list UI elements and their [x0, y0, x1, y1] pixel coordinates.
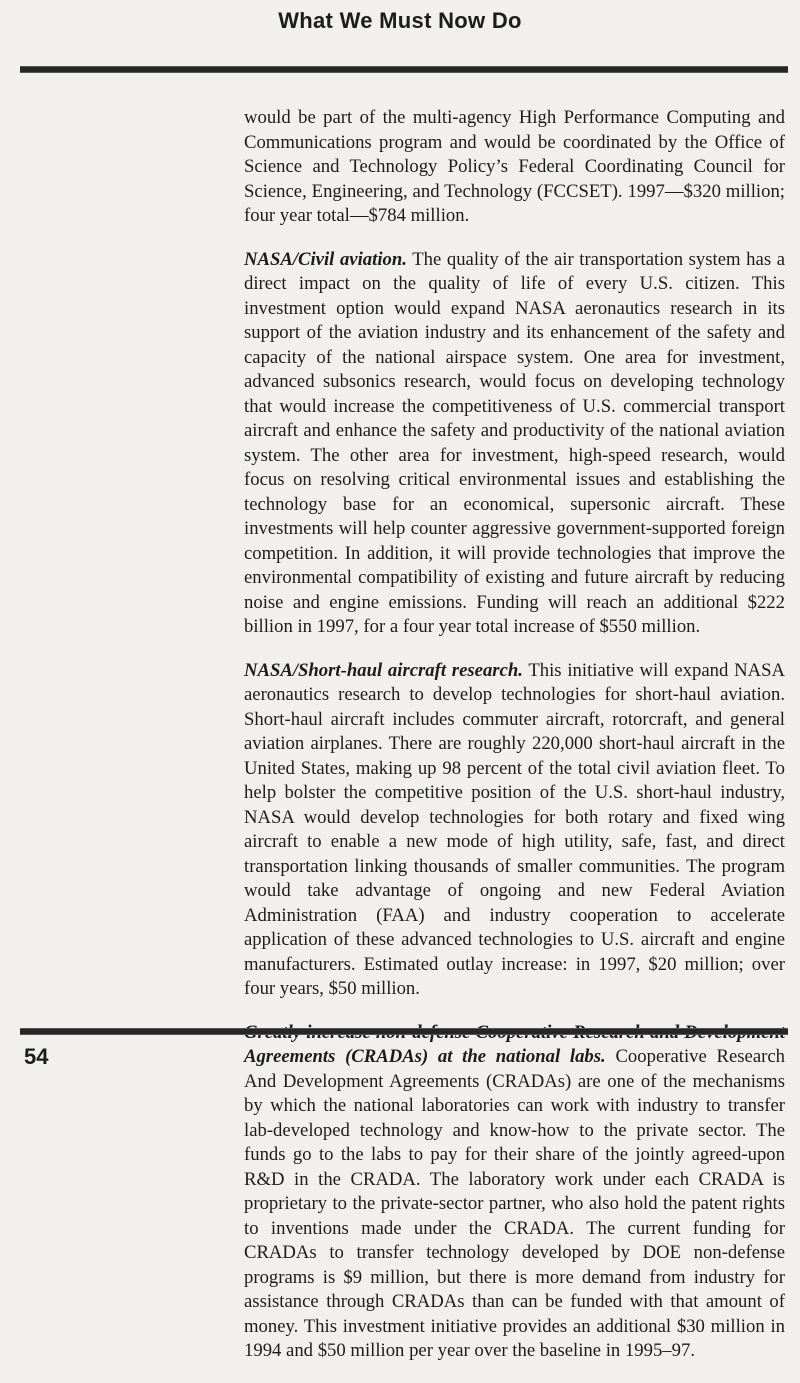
header-rule	[20, 66, 788, 73]
page-number: 54	[24, 1044, 49, 1069]
paragraph-lead: Agreements (CRADAs) at the national labs.	[244, 1046, 606, 1067]
paragraph-hpcc-continuation	[244, 106, 785, 229]
paragraph-lead: NASA/Short-haul aircraft research.	[244, 659, 523, 681]
paragraph-lead: NASA/Civil aviation.	[244, 248, 407, 270]
paragraph-text: Cooperative Research And Development Agreements (CRADAs) are one of the mechanisms by which the national laboratories can work with industry to transfer lab-developed technology and know-how to the private sector. The funds go to the labs to pay for their share of the jointly agreed-upon R&D in the CRADA. The laboratory work under each CRADA is proprietary to the private-sector partner, who also hold the patent rights to inventions made under the CRADA. The current funding for CRADAs to transfer technology developed by DOE non-defense programs is $9 million, but there is more demand from industry for assistance through CRADAs than can be funded with that amount of money. This investment initiative provides an additional $30 million in 1994 and $50 million per year over the baseline in 1995–97.	[244, 1046, 786, 1361]
paragraph-text: would be part of the multi-agency High Performance Computing and Communications program and would be coordinated by the Office of Science and Technology Policy’s Federal Coordinating Council for Science, Engineering, and Technology (FCCSET). 1997—$320 million; four year total—$784 million.	[244, 107, 785, 226]
paragraph-text: The quality of the air transportation system has a direct impact on the quality of life of every U.S. citizen. This investment option would expand NASA aeronautics research in its support of the aviation industry and its enhancement of the safety and capacity of the national airspace system. One area for investment, advanced subsonics research, would focus on developing technology that would increase the competitiveness of U.S. commercial transport aircraft and enhance the safety and productivity of the national aviation system. The other area for investment, high-speed research, would focus on resolving critical environmental issues and establishing the technology base for an economical, supersonic aircraft. These investments will help counter aggressive government-supported foreign competition. In addition, it will provide technologies that improve the environmental compatibility of existing and future aircraft by reducing noise and engine emissions. Funding will reach an additional $222 billion in 1997, for a four year total increase of $550 million.	[244, 248, 785, 637]
body-text	[244, 106, 785, 1383]
paragraph-cradas	[244, 1021, 785, 1364]
page-header: What We Must Now Do	[278, 8, 522, 33]
paragraph-nasa-short-haul	[244, 659, 785, 1002]
paragraph-nasa-civil-aviation	[244, 248, 785, 640]
paragraph-text: This initiative will expand NASA aeronautics research to develop technologies for short-haul aviation. Short-haul aircraft includes commuter aircraft, rotorcraft, and general aviation airplanes. There are roughly 220,000 short-haul aircraft in the United States, making up 98 percent of the total civil aviation fleet. To help bolster the competitive position of the U.S. short-haul industry, NASA would develop technologies for both rotary and fixed wing aircraft to enable a new mode of high utility, safe, fast, and direct transportation linking thousands of smaller communities. The program would take advantage of ongoing and new Federal Aviation Administration (FAA) and industry cooperation to accelerate application of these advanced technologies to U.S. aircraft and engine manufacturers. Estimated outlay increase: in 1997, $20 million; over four years, $50 million.	[244, 659, 785, 999]
footer-rule	[20, 1028, 788, 1035]
